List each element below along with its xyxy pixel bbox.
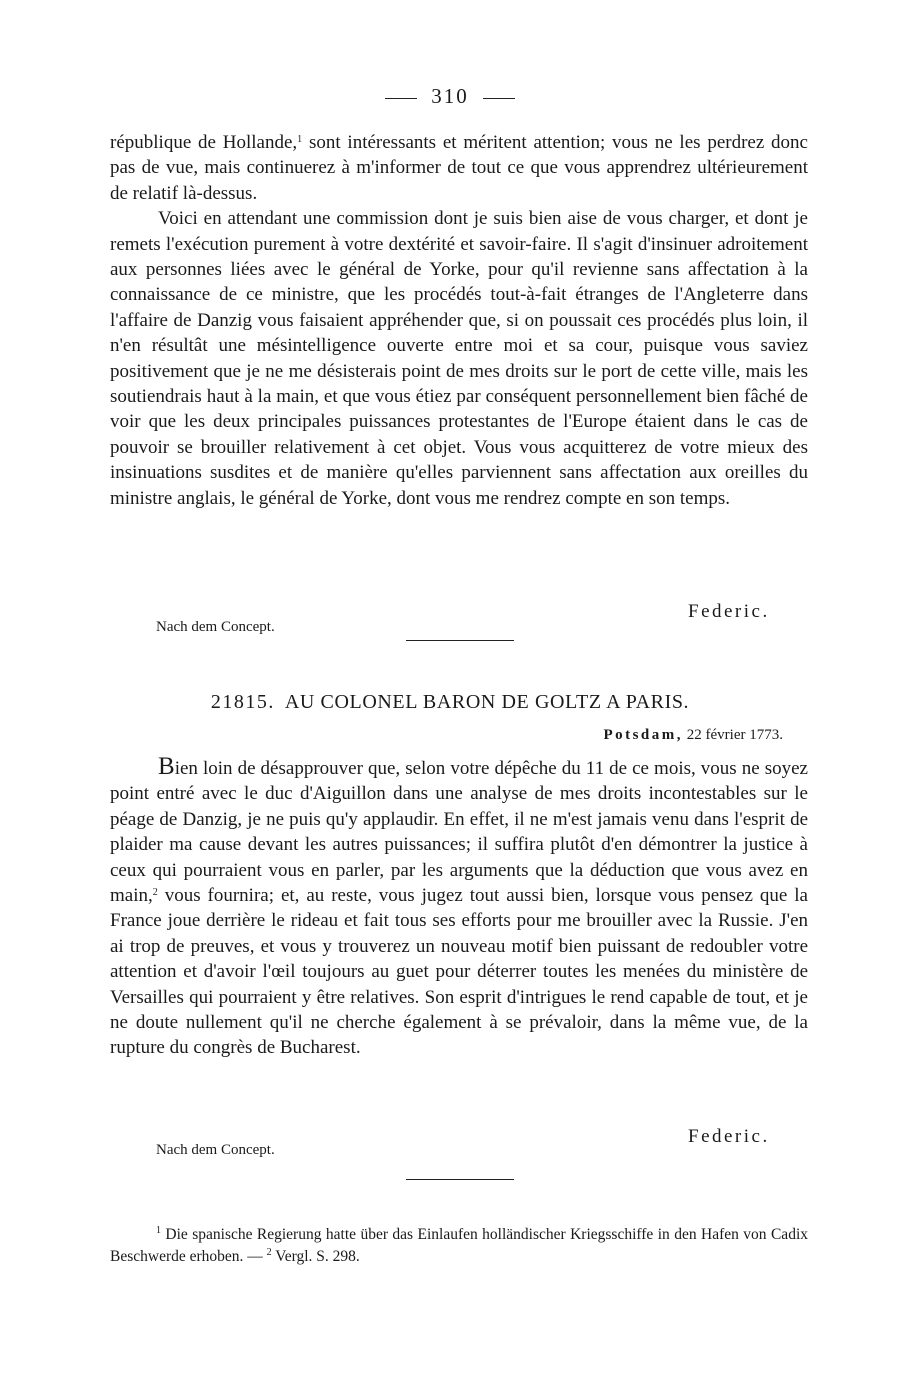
page-number: 310	[431, 84, 469, 108]
letter-heading: AU COLONEL BARON DE GOLTZ A PARIS.	[284, 691, 690, 713]
letter-2-paragraph: Bien loin de désapprouver que, selon votre dépêche du 11 de ce mois, vous ne soyez point entré avec le duc d'Aiguillon dans une analyse de mes droits incontestables sur le péage de Danzig, je ne puis qu'y applaudir. En effet, il ne m'est jamais venu dans l'esprit de plaider ma cause devant les autres puissances; il suffira plutôt d'en démontrer la justice à ceux qui pourraient vous en parler, par les arguments que la déduction que vous avez en main,$^2$ vous fournira; et, au reste, vous jugez tout aussi bien, lorsque vous pensez que la France joue derrière le rideau et fait tous ses efforts pour me brouiller avec la Russie. J'en ai trop de preuves, et vous y trouverez un nouveau motif bien puissant de redoubler votre attention et d'avoir l'œil toujours au guet pour déterrer toutes les menées du ministère de Versailles qui pourraient y être relatives. Son esprit d'intrigues le rend capable de tout, et je ne doute nullement qu'il ne cherche également à se prévaloir, dans la même vue, de la rupture du congrès de Bucharest.	[110, 753, 808, 1059]
footnote-ref-2: 2	[152, 887, 158, 899]
footnote-ref-1: 1	[297, 134, 303, 145]
letter-1-text	[110, 130, 808, 511]
footnote-text: $^1$ Die spanische Regierung hatte über das Einlaufen holländischer Kriegsschiffe in den Hafen von Cadix Beschwerde erhoben. — $^2$ Vergl. S. 298.	[110, 1225, 808, 1265]
footnote-mark-1: 1	[156, 1225, 161, 1236]
letter-place: Potsdam,	[603, 727, 684, 743]
letter-1-paragraph-1: république de Hollande,$^1$ sont intéressants et méritent attention; vous ne les perdrez donc pas de vue, mais continuerez à m'informer de tout ce que vous apprendrez ultérieurement de relatif là-dessus.	[110, 132, 808, 204]
letter-2-title	[0, 691, 900, 714]
separator-rule-1	[406, 640, 514, 641]
letter-1-signature: Federic.	[688, 601, 770, 622]
letter-1-source: Nach dem Concept.	[156, 619, 275, 635]
footnotes	[110, 1224, 808, 1268]
footnote-mark-2: 2	[266, 1247, 272, 1258]
initial-letter: B	[158, 753, 175, 780]
page-header	[0, 84, 900, 109]
letter-2-dateline	[603, 727, 783, 744]
separator-rule-2	[406, 1179, 514, 1180]
letter-2-signature: Federic.	[688, 1126, 770, 1147]
letter-2-text	[110, 754, 808, 1061]
letter-1-paragraph-2: Voici en attendant une commission dont je suis bien aise de vous charger, et dont je remets l'exécution purement à votre dextérité et savoir-faire. Il s'agit d'insinuer adroitement aux personnes liées avec le général de Yorke, pour qu'il revienne sans affectation à la connaissance de ce ministre, que les procédés tout-à-fait étranges de l'Angleterre dans l'affaire de Danzig vous faisaient appréhender que, si on poussait ces procédés plus loin, il n'en résultât une mésintelligence ouverte entre moi et sa cour, puisque vous saviez positivement que je ne me désisterais point de mes droits sur le port de cette ville, mais les soutiendrais haut à la main, et que vous étiez par conséquent personnellement bien fâché de voir que les deux principales puissances protestantes de l'Europe étaient dans le cas de pouvoir se brouiller relativement à cet objet. Vous vous acquitterez de votre mieux des insinuations susdites et de manière qu'elles parviennent sans affectation aux oreilles du ministre anglais, le général de Yorke, dont vous me rendrez compte en son temps.	[110, 208, 808, 509]
letter-date: 22 février 1773.	[686, 727, 783, 743]
header-dash-right	[483, 98, 515, 99]
letter-number: 21815.	[210, 691, 275, 713]
header-dash-left	[385, 98, 417, 99]
letter-2-source: Nach dem Concept.	[156, 1142, 275, 1158]
